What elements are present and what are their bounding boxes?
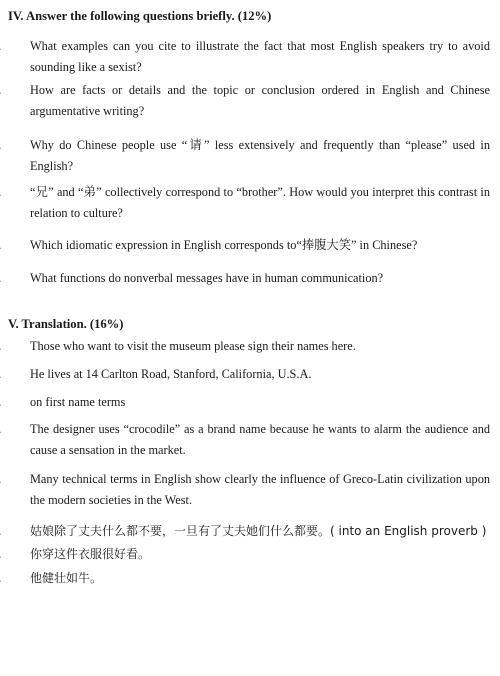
- question-number: [8, 419, 30, 440]
- question-text: Which idiomatic expression in English corresponds to“捧腹大笑” in Chinese?: [30, 238, 418, 252]
- question-text: Those who want to visit the museum please sign their names here.: [30, 339, 356, 353]
- question-47: [8, 235, 490, 256]
- question-text: He lives at 14 Carlton Road, Stanford, California, U.S.A.: [30, 367, 312, 381]
- question-46: [8, 182, 490, 224]
- question-52: [8, 419, 490, 461]
- question-44: [8, 80, 490, 122]
- question-50: [8, 364, 490, 385]
- question-number: [8, 521, 30, 542]
- question-text: What functions do nonverbal messages have in human communication?: [30, 271, 384, 285]
- question-text: What examples can you cite to illustrate the fact that most English speakers try to avoid sounding like a sexist?: [30, 39, 490, 74]
- question-text: The designer uses “crocodile” as a brand name because he wants to alarm the audience and cause a sensation in the market.: [30, 422, 490, 457]
- section-5-heading: V. Translation. (16%): [8, 317, 124, 331]
- question-text: 你穿这件衣服很好看。: [30, 547, 151, 561]
- question-49: [8, 336, 490, 357]
- question-number: [8, 235, 30, 256]
- question-56: [8, 568, 490, 589]
- question-text: 姑娘除了丈夫什么都不要，一旦有了丈夫她们什么都要。( into an English proverb ): [30, 524, 487, 538]
- question-text: 他健壮如牛。: [30, 571, 103, 585]
- question-text: “兄” and “弟” collectively correspond to “brother”. How would you interpret this contrast in relation to culture?: [30, 185, 490, 220]
- question-number: [8, 336, 30, 357]
- question-number: [8, 469, 30, 490]
- question-53: [8, 469, 490, 511]
- question-number: [8, 268, 30, 289]
- question-number: [8, 364, 30, 385]
- question-number: [8, 544, 30, 565]
- question-55: [8, 544, 490, 565]
- question-number: [8, 36, 30, 57]
- question-number: [8, 182, 30, 203]
- question-43: [8, 36, 490, 78]
- section-4-heading: IV. Answer the following questions briefly. (12%): [8, 9, 272, 23]
- question-48: [8, 268, 490, 289]
- question-number: [8, 80, 30, 101]
- question-54: [8, 521, 490, 542]
- question-text: How are facts or details and the topic or conclusion ordered in English and Chinese argumentative writing?: [30, 83, 490, 118]
- question-text: on first name terms: [30, 395, 126, 409]
- question-45: [8, 135, 490, 177]
- question-number: [8, 568, 30, 589]
- question-51: [8, 392, 490, 413]
- question-number: [8, 135, 30, 156]
- question-number: [8, 392, 30, 413]
- question-text: Many technical terms in English show clearly the influence of Greco-Latin civilization upon the modern societies in the West.: [30, 472, 490, 507]
- question-text: Why do Chinese people use “请” less extensively and frequently than “please” used in English?: [30, 138, 490, 173]
